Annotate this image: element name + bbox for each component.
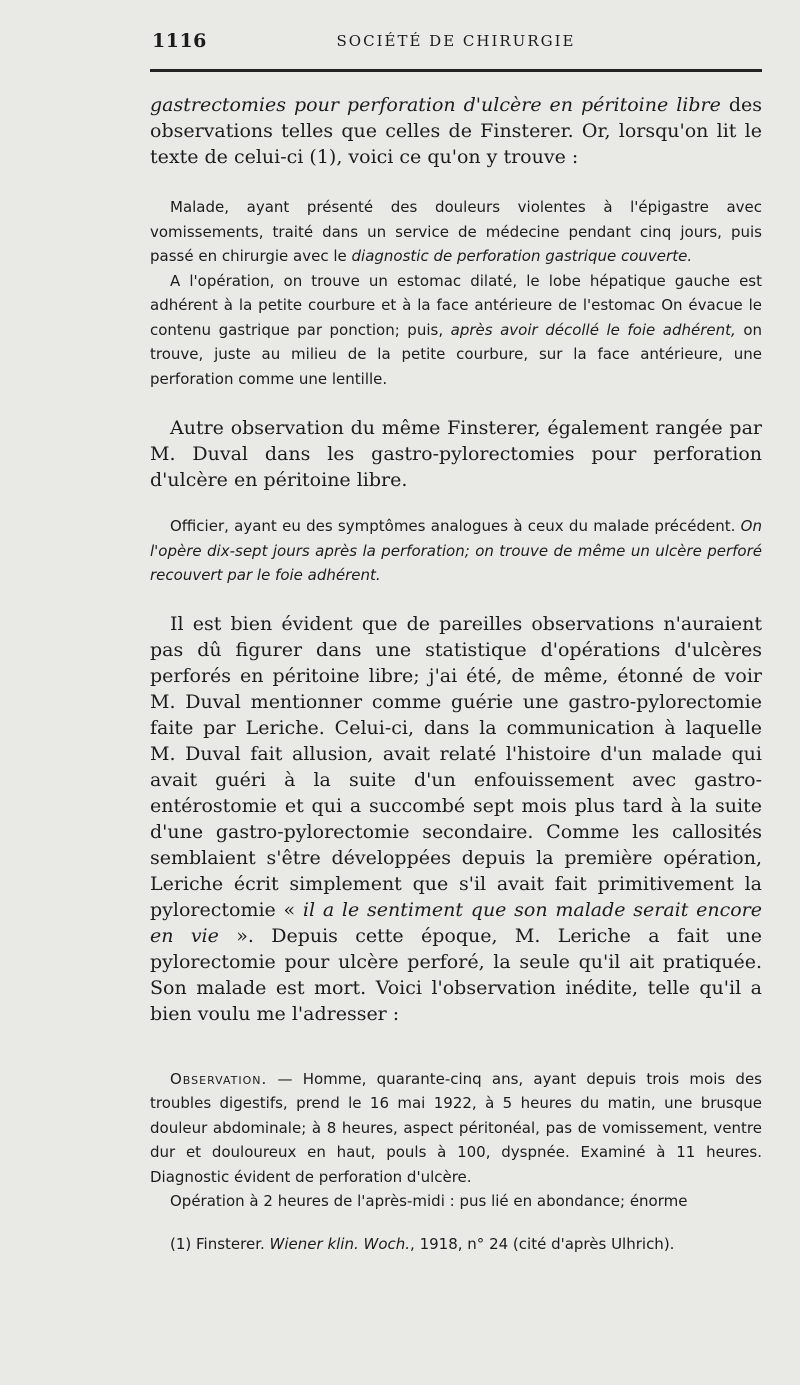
paragraph-1-text: des observations telles que celles de Finsterer. Or, lorsqu'on lit le texte de celui-ci (1), voici ce qu'on y trouve : xyxy=(150,94,763,168)
quote-3-text: Officier, ayant eu des symptômes analogues à ceux du malade précédent. xyxy=(170,517,741,535)
paragraph-1 xyxy=(150,92,762,170)
paragraph-2: Autre observation du même Finsterer, également rangée par M. Duval dans les gastro-pylorectomies pour perforation d'ulcère en péritoine libre. xyxy=(150,417,762,491)
footnote-text-a: (1) Finsterer. xyxy=(170,1235,270,1253)
operation-paragraph: Opération à 2 heures de l'après-midi : pus lié en abondance; énorme xyxy=(170,1192,688,1210)
header-rule xyxy=(150,69,762,72)
observation-paragraph xyxy=(150,1067,762,1190)
paragraph-3-italic: il a le sentiment que son malade serait encore en vie xyxy=(150,898,762,947)
quote-3-italic: On l'opère dix-sept jours après la perforation; on trouve de même un ulcère perforé recouvert par le foie adhérent. xyxy=(150,517,762,584)
paragraph-1-italic: gastrectomies pour perforation d'ulcère en péritoine libre xyxy=(150,94,721,116)
quote-1-text: Malade, ayant présenté des douleurs violentes à l'épigastre avec vomissements, traité dans un service de médecine pendant cinq jours, puis passé en chirurgie avec le xyxy=(150,198,762,265)
footnote-text-b: , 1918, n° 24 (cité d'après Ulhrich). xyxy=(410,1235,675,1253)
paragraph-3-text-a: Il est bien évident que de pareilles observations n'auraient pas dû figurer dans une statistique d'opérations d'ulcères perforés en péritoine libre; j'ai été, de même, étonné de voir M. Duval mentionner comme guérie une gastro-pylorectomie faite par Leriche. Celui-ci, dans la communication à laquelle M. Duval fait allusion, avait relaté l'histoire d'un malade qui avait guéri à la suite d'un enfouissement avec gastro-entérostomie et qui a succombé sept mois plus tard à la suite d'une gastro-pylorectomie secondaire. Comme les callosités semblaient s'être développées depuis la première opération, Leriche écrit simplement que s'il avait fait primitivement la pylorectomie « xyxy=(150,612,762,921)
page-number: 1116 xyxy=(152,30,207,52)
page-header xyxy=(150,28,762,58)
footnote-italic: Wiener klin. Woch. xyxy=(269,1235,411,1253)
quote-paragraph-2 xyxy=(150,269,762,392)
quote-2-text-b: on trouve, juste au milieu de la petite courbure, sur la face antérieure, une perforation comme une lentille. xyxy=(150,320,762,388)
quote-1-italic: diagnostic de perforation gastrique couverte. xyxy=(351,247,693,265)
observation-label: Observation. xyxy=(170,1069,268,1088)
paragraph-3-text-b: ». Depuis cette époque, M. Leriche a fait une pylorectomie pour ulcère perforé, la seule qu'il ait pratiquée. Son malade est mort. Voici l'observation inédite, telle qu'il a bien voulu me l'adresser : xyxy=(150,924,762,1025)
quote-2-italic: après avoir décollé le foie adhérent, xyxy=(450,320,736,339)
quote-2-text-a: A l'opération, on trouve un estomac dilaté, le lobe hépatique gauche est adhérent à la petite courbure et à la face antérieure de l'estomac On évacue le contenu gastrique par ponction; puis, xyxy=(150,271,762,339)
footnote xyxy=(150,1233,762,1255)
quote-paragraph-1 xyxy=(150,195,762,269)
running-head: SOCIÉTÉ DE CHIRURGIE xyxy=(336,32,576,50)
body-text xyxy=(150,92,762,1214)
quote-paragraph-3 xyxy=(150,514,762,588)
observation-text: — Homme, quarante-cinq ans, ayant depuis trois mois des troubles digestifs, prend le 16 mai 1922, à 5 heures du matin, une brusque douleur abdominale; à 8 heures, aspect péritonéal, pas de vomissement, ventre dur et douloureux en haut, pouls à 100, dyspnée. Examiné à 11 heures. Diagnostic évident de perforation d'ulcère. xyxy=(150,1069,762,1186)
paragraph-3 xyxy=(150,611,762,1027)
